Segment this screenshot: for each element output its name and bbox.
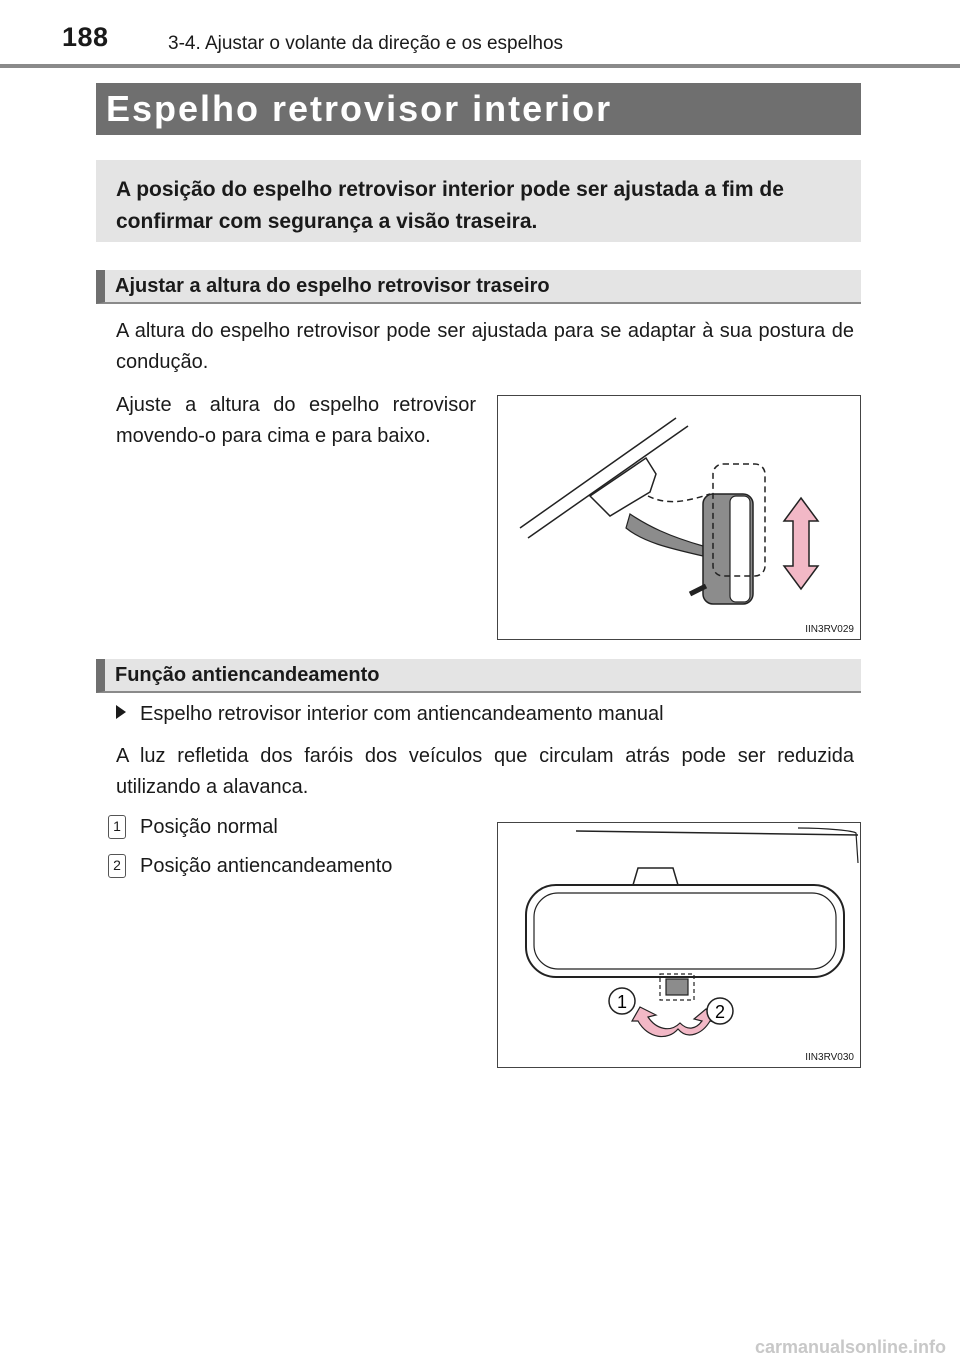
list-item-normal-position (108, 815, 278, 839)
intro-text: A posição do espelho retrovisor interior pode ser ajustada a fim de confirmar com segurança a visão traseira. (116, 178, 784, 233)
number-badge-1: 1 (108, 815, 126, 839)
header-rule (0, 64, 960, 68)
watermark: carmanualsonline.info (754, 1337, 946, 1357)
paragraph-height-intro: A altura do espelho retrovisor pode ser ajustada para se adaptar à sua postura de condução. (116, 320, 854, 373)
number-badge-2: 2 (108, 854, 126, 878)
antiglare-lever-illustration (498, 823, 860, 1067)
running-head: 3-4. Ajustar o volante da direção e os espelhos (168, 33, 564, 54)
page-title: Espelho retrovisor interior (106, 88, 613, 129)
figure-antiglare-lever (497, 822, 861, 1068)
figure-code-height: IIN3RV029 (805, 624, 854, 635)
section-heading-height-text: Ajustar a altura do espelho retrovisor traseiro (115, 275, 550, 297)
paragraph-height-instruction: Ajuste a altura do espelho retrovisor movendo-o para cima e para baixo. (116, 394, 476, 447)
section-heading-antiglare-text: Função antiencandeamento (115, 664, 380, 686)
page-number: 188 (62, 22, 109, 52)
intro-box (96, 160, 861, 242)
paragraph-antiglare: A luz refletida dos faróis dos veículos que circulam atrás pode ser reduzida utilizando a alavanca. (116, 745, 854, 798)
bullet-text: Espelho retrovisor interior com antiencandeamento manual (140, 703, 664, 725)
bullet-manual-antiglare (116, 703, 664, 726)
title-bar (96, 83, 861, 135)
figure-code-antiglare: IIN3RV030 (805, 1052, 854, 1063)
section-heading-antiglare (96, 659, 861, 693)
triangle-bullet-icon (116, 705, 126, 719)
list-item-antiglare-position (108, 854, 392, 878)
figure-mirror-height (497, 395, 861, 640)
list-item-label: Posição antiencandeamento (140, 855, 393, 877)
list-item-label: Posição normal (140, 816, 278, 838)
mirror-height-illustration (498, 396, 860, 639)
callout-2-icon: 2 (714, 1002, 726, 1022)
callout-1-icon: 1 (616, 992, 628, 1012)
section-heading-height (96, 270, 861, 304)
